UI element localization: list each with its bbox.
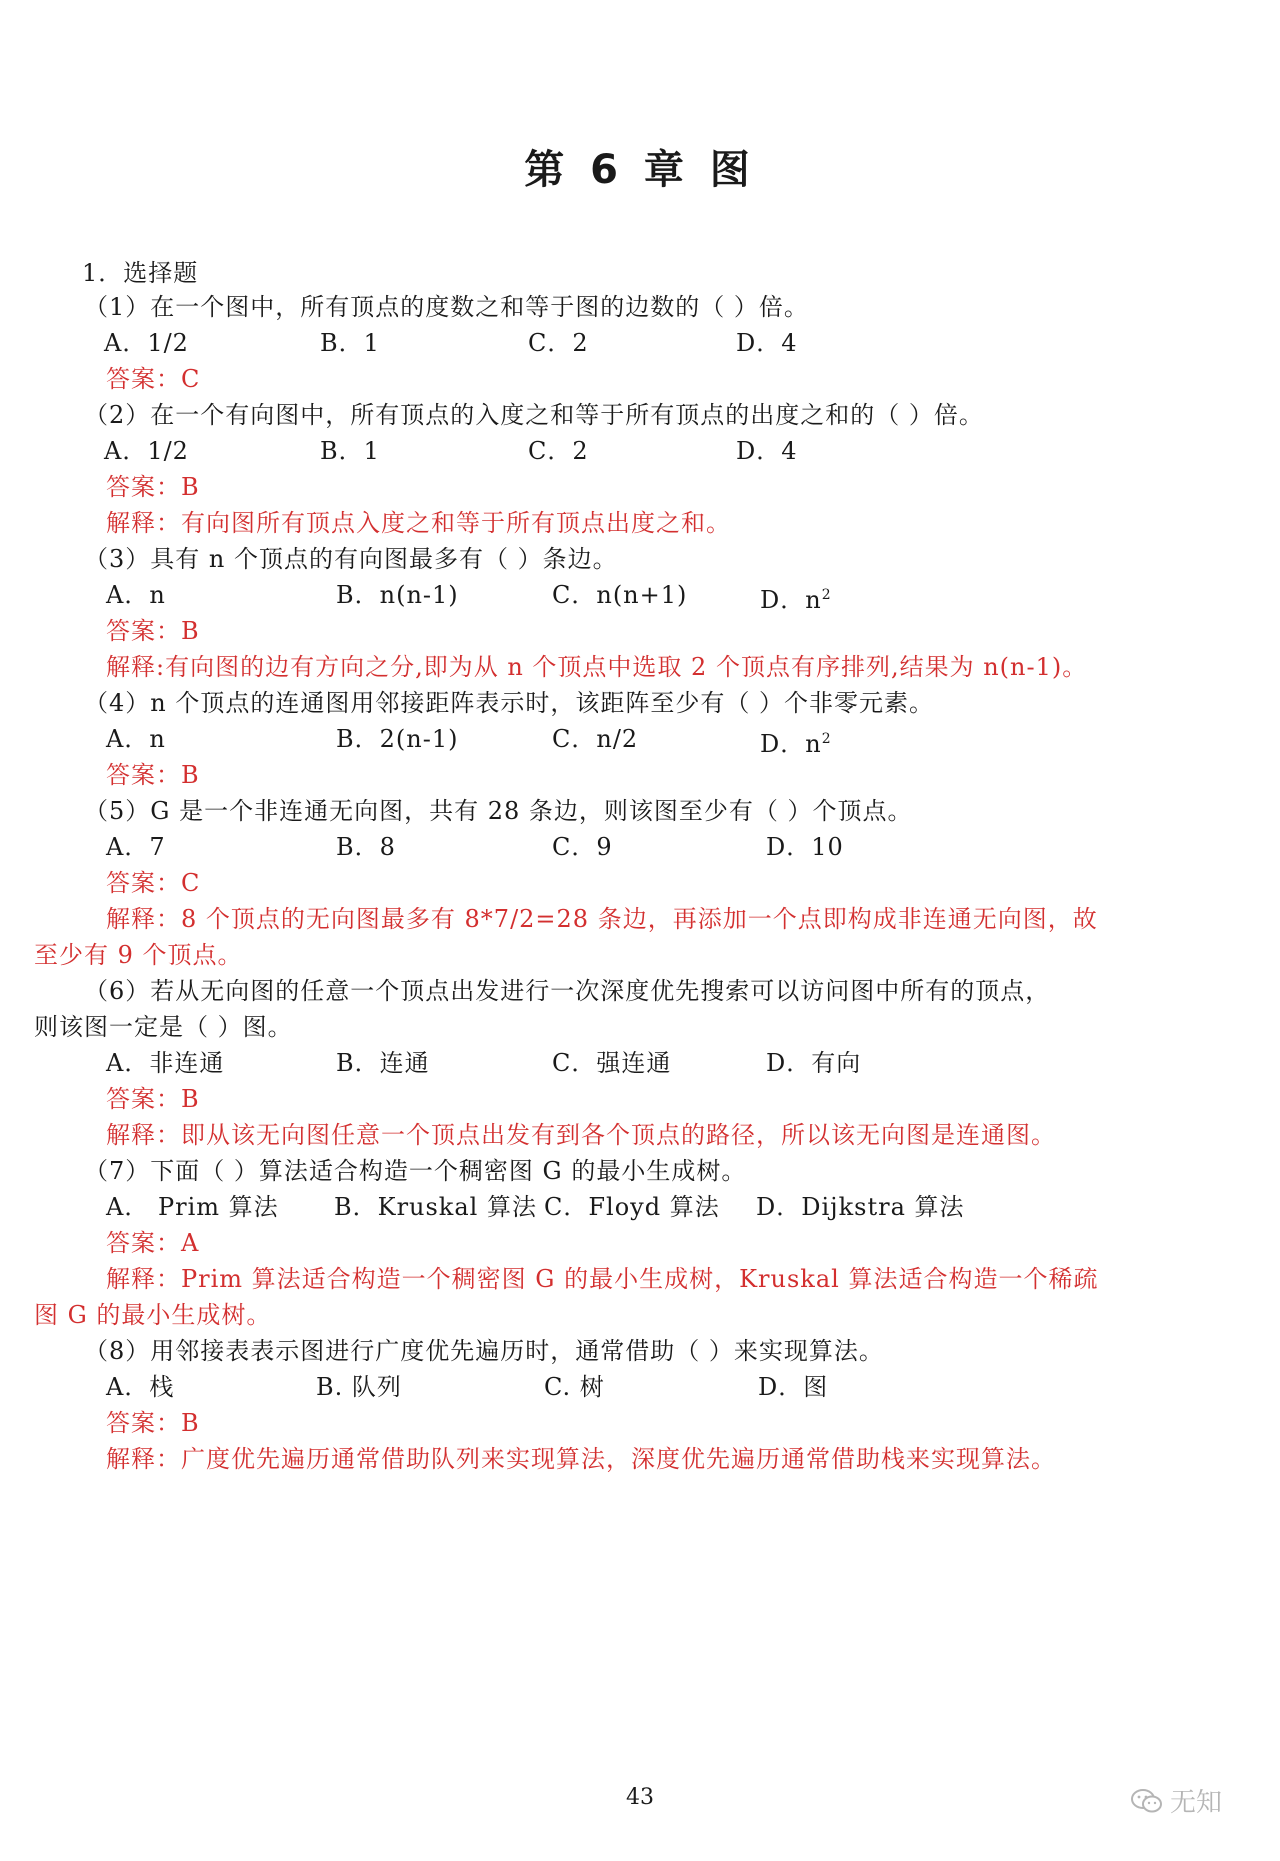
q7-explanation-line2: 图 G 的最小生成树。 <box>34 1301 272 1329</box>
q5-explanation-line1: 解释：8 个顶点的无向图最多有 8*7/2=28 条边，再添加一个点即构成非连通无向图，故 <box>106 905 1098 933</box>
section-heading: 1．选择题 <box>82 259 199 287</box>
q6-option-a: A．非连通 <box>106 1049 225 1077</box>
q1-option-c: C．2 <box>528 329 589 357</box>
question-1-stem: （1）在一个图中，所有顶点的度数之和等于图的边数的（ ）倍。 <box>84 293 809 321</box>
watermark-text: 无知 <box>1170 1788 1223 1818</box>
q5-option-c: C．9 <box>552 833 613 861</box>
q2-option-c: C．2 <box>528 437 589 465</box>
question-6-stem-line1: （6）若从无向图的任意一个顶点出发进行一次深度优先搜索可以访问图中所有的顶点， <box>84 977 1051 1005</box>
q2-answer: 答案：B <box>106 473 200 501</box>
question-8-stem: （8）用邻接表表示图进行广度优先遍历时，通常借助（ ）来实现算法。 <box>84 1337 884 1365</box>
q3-option-d-sup: 2 <box>821 587 832 603</box>
q6-explanation: 解释：即从该无向图任意一个顶点出发有到各个顶点的路径，所以该无向图是连通图。 <box>106 1121 1056 1149</box>
q8-option-a: A．栈 <box>106 1373 175 1401</box>
q3-option-d-text: D．n <box>760 586 822 614</box>
question-5-stem: （5）G 是一个非连通无向图，共有 28 条边，则该图至少有（ ）个顶点。 <box>84 797 913 825</box>
q7-answer: 答案：A <box>106 1229 200 1257</box>
watermark <box>1130 1782 1222 1819</box>
q5-option-d: D．10 <box>766 833 844 861</box>
q8-option-d: D．图 <box>758 1373 829 1401</box>
q8-answer: 答案：B <box>106 1409 200 1437</box>
q6-option-d: D．有向 <box>766 1049 862 1077</box>
q8-option-b: B. 队列 <box>316 1373 402 1401</box>
q3-option-b: B．n(n-1) <box>336 581 459 609</box>
question-3-stem: （3）具有 n 个顶点的有向图最多有（ ）条边。 <box>84 545 618 573</box>
q5-option-b: B．8 <box>336 833 396 861</box>
q8-explanation: 解释：广度优先遍历通常借助队列来实现算法，深度优先遍历通常借助栈来实现算法。 <box>106 1445 1056 1473</box>
q1-option-b: B．1 <box>320 329 380 357</box>
q7-option-b: B．Kruskal 算法 <box>334 1193 537 1221</box>
q6-option-c: C．强连通 <box>552 1049 672 1077</box>
q4-option-d-sup: 2 <box>821 731 832 747</box>
q2-option-a: A．1/2 <box>104 437 189 465</box>
chapter-title: 第 6 章 图 <box>524 147 756 193</box>
q6-option-b: B．连通 <box>336 1049 430 1077</box>
q1-option-d: D．4 <box>736 329 798 357</box>
question-6-stem-line2: 则该图一定是（ ）图。 <box>34 1013 293 1041</box>
q2-option-b: B．1 <box>320 437 380 465</box>
q7-explanation-line1: 解释：Prim 算法适合构造一个稠密图 G 的最小生成树，Kruskal 算法适合构造一个稀疏 <box>106 1265 1099 1293</box>
question-2-stem: （2）在一个有向图中，所有顶点的入度之和等于所有顶点的出度之和的（ ）倍。 <box>84 401 984 429</box>
q3-answer: 答案：B <box>106 617 200 645</box>
q2-explanation: 解释：有向图所有顶点入度之和等于所有顶点出度之和。 <box>106 509 731 537</box>
q7-option-a: A． Prim 算法 <box>106 1193 279 1221</box>
q7-option-c: C．Floyd 算法 <box>544 1193 720 1221</box>
q5-option-a: A．7 <box>106 833 166 861</box>
question-4-stem: （4）n 个顶点的连通图用邻接距阵表示时，该距阵至少有（ ）个非零元素。 <box>84 689 934 717</box>
q2-option-d: D．4 <box>736 437 798 465</box>
q4-option-d-text: D．n <box>760 730 822 758</box>
q6-answer: 答案：B <box>106 1085 200 1113</box>
question-7-stem: （7）下面（ ）算法适合构造一个稠密图 G 的最小生成树。 <box>84 1157 747 1185</box>
q5-explanation-line2: 至少有 9 个顶点。 <box>34 941 243 969</box>
q8-option-c: C. 树 <box>544 1373 605 1401</box>
q4-answer: 答案：B <box>106 761 200 789</box>
q1-option-a: A．1/2 <box>104 329 189 357</box>
q4-option-b: B．2(n-1) <box>336 725 459 753</box>
q4-option-d <box>760 724 832 759</box>
q3-explanation: 解释:有向图的边有方向之分,即为从 n 个顶点中选取 2 个顶点有序排列,结果为 n(n-1)。 <box>106 653 1088 681</box>
q4-option-a: A．n <box>106 725 166 753</box>
q3-option-c: C．n(n+1) <box>552 581 688 609</box>
q5-answer: 答案：C <box>106 869 201 897</box>
q1-answer: 答案：C <box>106 365 201 393</box>
wechat-icon <box>1130 1787 1164 1815</box>
q3-option-a: A．n <box>106 581 166 609</box>
q3-option-d <box>760 580 832 615</box>
q7-option-d: D．Dijkstra 算法 <box>756 1193 965 1221</box>
q4-option-c: C．n/2 <box>552 725 639 753</box>
page-number: 43 <box>626 1785 654 1810</box>
